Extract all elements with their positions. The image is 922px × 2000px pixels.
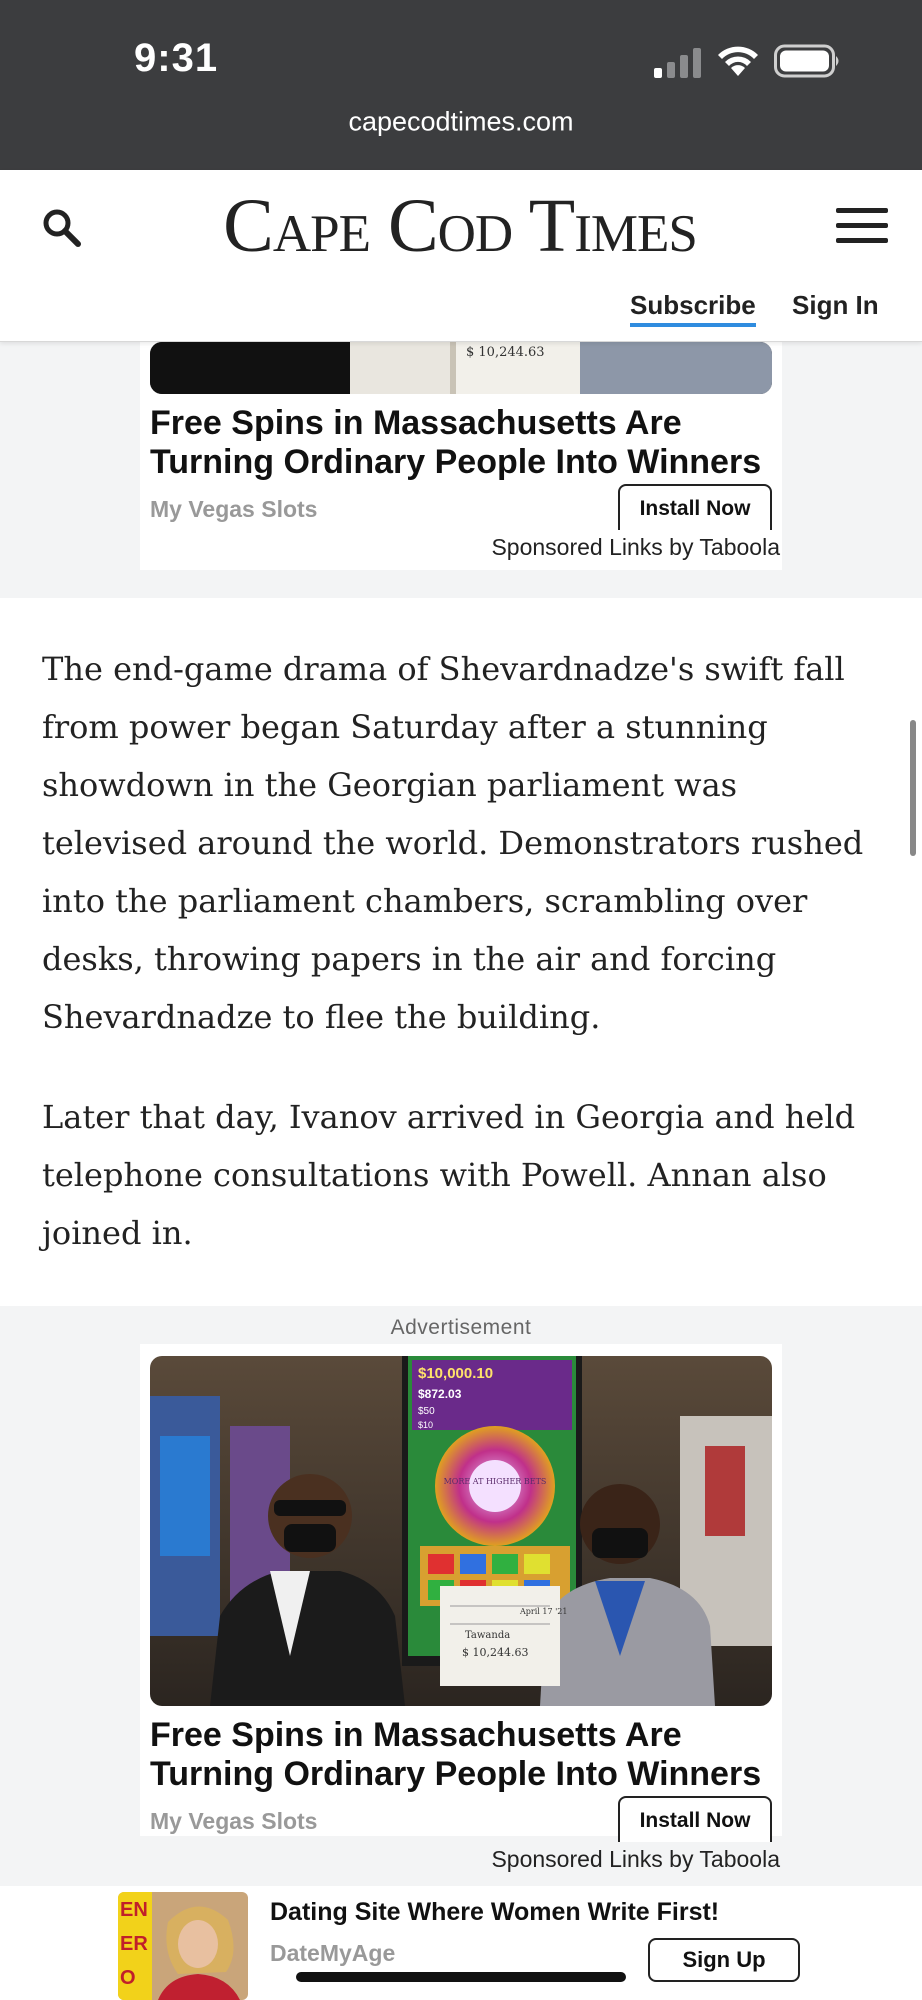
check-amount-bottom: $ 10,244.63 (462, 1646, 529, 1659)
sponsored-links-bottom[interactable]: Sponsored Links by Taboola (491, 1846, 780, 1872)
dating-ad-photo (118, 1892, 248, 2000)
check-date: April 17 '21 (520, 1607, 568, 1616)
article-paragraph: Later that day, Ivanov arrived in Georgia and held telephone consultations with Powell. Annan also joined in. (42, 1098, 856, 1252)
jackpot-minor: $50 (418, 1406, 435, 1417)
sign-up-button[interactable]: Sign Up (648, 1938, 800, 1982)
ad-source-bottom[interactable]: My Vegas Slots (150, 1808, 318, 1834)
sticky-ad-title[interactable]: Dating Site Where Women Write First! (270, 1898, 720, 1926)
machine-text: MORE AT HIGHER BETS (443, 1477, 547, 1486)
check-amount-top: $ 10,244.63 (466, 345, 545, 360)
thumb-letters-3: O (120, 1967, 136, 1989)
ad-image-top[interactable] (150, 342, 772, 394)
jackpot-major: $872.03 (418, 1387, 462, 1401)
wifi-icon (716, 44, 760, 78)
cellular-signal-icon (654, 48, 702, 78)
hamburger-menu-icon[interactable] (836, 208, 888, 248)
install-now-button-bottom[interactable]: Install Now (618, 1796, 772, 1842)
sticky-ad-source[interactable]: DateMyAge (270, 1940, 396, 1966)
status-time: 9:31 (134, 36, 219, 80)
sign-in-link[interactable]: Sign In (792, 290, 879, 320)
advertisement-label: Advertisement (390, 1316, 532, 1339)
page-scrollbar[interactable] (910, 720, 916, 856)
article-paragraph: The end-game drama of Shevardnadze's swift fall from power began Saturday after a stunning showdown in the Georgian parliament was televised around the world. Demonstrators rushed into the parliament chambers, scrambling over desks, throwing papers in the air and forcing Shevardnadze to flee the building. (42, 650, 864, 1036)
sticky-ad-thumbnail[interactable] (118, 1892, 248, 2000)
jackpot-grand: $10,000.10 (418, 1365, 494, 1382)
status-bar (0, 0, 922, 170)
home-indicator[interactable] (296, 1972, 626, 1982)
install-now-button-top[interactable]: Install Now (618, 484, 772, 530)
ad-image-bottom[interactable] (150, 1356, 772, 1706)
sponsored-links-top[interactable]: Sponsored Links by Taboola (491, 534, 780, 560)
taboola-ad-card-bottom[interactable] (140, 1344, 782, 1836)
ad-headline-bottom[interactable]: Free Spins in Massachusetts Are Turning Ordinary People Into Winners (150, 1716, 762, 1793)
site-header (0, 170, 922, 342)
jackpot-mini: $10 (418, 1420, 434, 1430)
sticky-bottom-ad[interactable] (116, 1888, 806, 2000)
search-icon[interactable] (40, 206, 84, 250)
subscribe-link[interactable]: Subscribe (630, 290, 756, 327)
thumb-letters-2: ER (120, 1933, 148, 1955)
thumb-letters-1: EN (120, 1899, 148, 1921)
site-logo[interactable]: Cape Cod Times (223, 184, 697, 268)
ad-source-top[interactable]: My Vegas Slots (150, 496, 318, 522)
casino-winners-photo (150, 1356, 772, 1706)
ad-headline-top[interactable]: Free Spins in Massachusetts Are Turning Ordinary People Into Winners (150, 404, 762, 481)
browser-url[interactable]: capecodtimes.com (348, 106, 574, 137)
battery-icon (774, 44, 842, 78)
ad-photo-crop (150, 342, 772, 394)
check-payee: Tawanda (465, 1630, 511, 1641)
